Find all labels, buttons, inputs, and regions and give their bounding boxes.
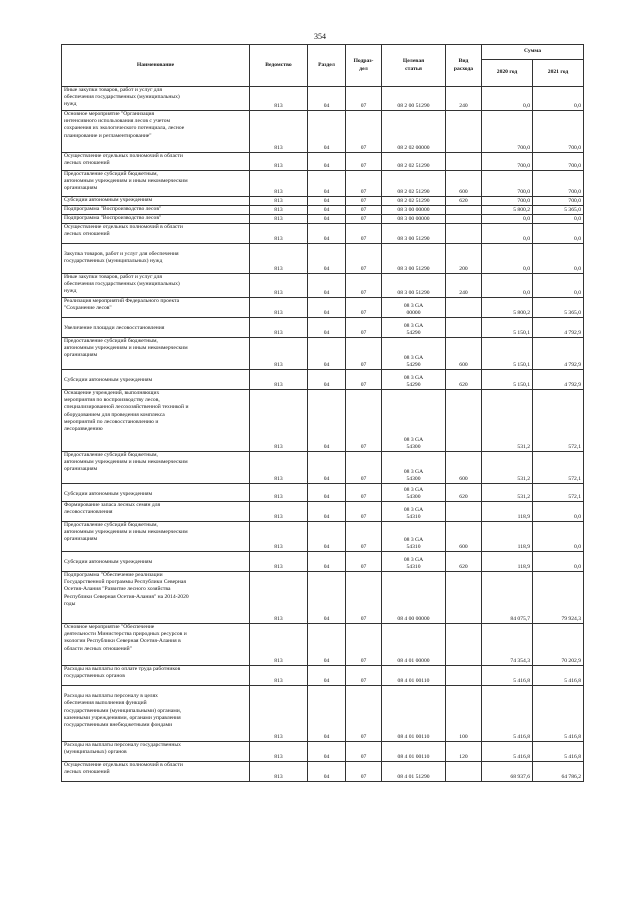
table-row xyxy=(62,298,584,318)
cell-exp-type xyxy=(446,502,482,522)
cell-dept: 813 xyxy=(250,742,308,762)
table-row xyxy=(62,484,584,502)
cell-subsection: 07 xyxy=(346,572,382,624)
cell-section: 04 xyxy=(308,484,346,502)
cell-exp-type xyxy=(446,206,482,215)
header-subsection: Подраз- дел xyxy=(346,45,382,87)
table-row xyxy=(62,197,584,206)
cell-2021: 0,0 xyxy=(533,224,584,244)
cell-2020: 5 150,1 xyxy=(482,370,533,390)
table-row xyxy=(62,742,584,762)
cell-exp-type: 620 xyxy=(446,552,482,572)
header-sum: Сумма xyxy=(482,45,584,60)
cell-name: Иные закупки товаров, работ и услуг для обеспечения государственных (муниципальных) нужд xyxy=(62,87,250,111)
cell-section: 04 xyxy=(308,762,346,782)
cell-subsection: 07 xyxy=(346,762,382,782)
cell-subsection: 07 xyxy=(346,171,382,197)
cell-name: Субсидии автономным учреждениям xyxy=(62,484,250,502)
cell-section: 04 xyxy=(308,224,346,244)
cell-2021: 64 786,2 xyxy=(533,762,584,782)
header-section: Раздел xyxy=(308,45,346,87)
cell-target: 08 4 01 51290 xyxy=(382,762,446,782)
cell-section: 04 xyxy=(308,686,346,742)
cell-exp-type xyxy=(446,224,482,244)
page-number: 354 xyxy=(314,32,326,41)
cell-exp-type: 120 xyxy=(446,742,482,762)
cell-subsection: 07 xyxy=(346,274,382,298)
table-row xyxy=(62,274,584,298)
budget-table xyxy=(61,44,584,782)
cell-2021: 5 416,8 xyxy=(533,666,584,686)
cell-section: 04 xyxy=(308,666,346,686)
cell-name: Осуществление отдельных полномочий в области лесных отношений xyxy=(62,224,250,244)
cell-subsection: 07 xyxy=(346,87,382,111)
cell-section: 04 xyxy=(308,338,346,370)
cell-subsection: 07 xyxy=(346,111,382,153)
cell-target: 08 3 GA 54300 xyxy=(382,452,446,484)
cell-2020: 84 075,7 xyxy=(482,572,533,624)
cell-2020: 531,2 xyxy=(482,452,533,484)
cell-2021: 70 202,9 xyxy=(533,624,584,666)
cell-dept: 813 xyxy=(250,370,308,390)
table-row xyxy=(62,244,584,274)
cell-target: 08 2 02 51290 xyxy=(382,153,446,171)
cell-target: 08 3 GA 54290 xyxy=(382,318,446,338)
cell-target: 08 2 00 51290 xyxy=(382,87,446,111)
cell-exp-type xyxy=(446,390,482,452)
cell-exp-type: 620 xyxy=(446,484,482,502)
cell-target: 08 4 00 00000 xyxy=(382,572,446,624)
cell-dept: 813 xyxy=(250,572,308,624)
cell-2021: 572,1 xyxy=(533,452,584,484)
cell-name: Иные закупки товаров, работ и услуг для обеспечения государственных (муниципальных) нужд xyxy=(62,274,250,298)
cell-exp-type: 600 xyxy=(446,452,482,484)
table-row xyxy=(62,572,584,624)
cell-dept: 813 xyxy=(250,111,308,153)
cell-name: Увеличение площади лесовосстановления xyxy=(62,318,250,338)
cell-section: 04 xyxy=(308,318,346,338)
cell-2020: 5 416,8 xyxy=(482,686,533,742)
cell-2020: 700,0 xyxy=(482,171,533,197)
cell-target: 08 3 GA 54310 xyxy=(382,522,446,552)
cell-section: 04 xyxy=(308,111,346,153)
table-row xyxy=(62,153,584,171)
cell-dept: 813 xyxy=(250,666,308,686)
cell-target: 08 3 00 51290 xyxy=(382,224,446,244)
cell-2021: 0,0 xyxy=(533,552,584,572)
cell-name: Подпрограмма "Обеспечение реализации Государственной программы Республики Северная Осетия-Алания "Развитие лесного хозяйства Республики Северная Осетия-Алания" на 2014-2020 годы xyxy=(62,572,250,624)
cell-exp-type: 100 xyxy=(446,686,482,742)
cell-exp-type xyxy=(446,215,482,224)
table-row xyxy=(62,552,584,572)
table-row xyxy=(62,502,584,522)
cell-subsection: 07 xyxy=(346,522,382,552)
cell-section: 04 xyxy=(308,390,346,452)
table-row xyxy=(62,762,584,782)
cell-subsection: 07 xyxy=(346,624,382,666)
cell-dept: 813 xyxy=(250,197,308,206)
cell-subsection: 07 xyxy=(346,215,382,224)
cell-dept: 813 xyxy=(250,274,308,298)
cell-subsection: 07 xyxy=(346,318,382,338)
header-exp-type: Вид расхода xyxy=(446,45,482,87)
cell-target: 08 4 01 00110 xyxy=(382,686,446,742)
cell-exp-type xyxy=(446,318,482,338)
cell-2021: 0,0 xyxy=(533,274,584,298)
cell-section: 04 xyxy=(308,742,346,762)
cell-target: 08 2 02 51290 xyxy=(382,171,446,197)
cell-dept: 813 xyxy=(250,338,308,370)
cell-target: 08 3 00 51290 xyxy=(382,244,446,274)
cell-subsection: 07 xyxy=(346,502,382,522)
cell-subsection: 07 xyxy=(346,742,382,762)
cell-name: Расходы на выплаты по оплате труда работников государственных органов xyxy=(62,666,250,686)
cell-2020: 0,0 xyxy=(482,224,533,244)
cell-target: 08 3 GA 54310 xyxy=(382,502,446,522)
cell-section: 04 xyxy=(308,244,346,274)
cell-name: Субсидии автономным учреждениям xyxy=(62,197,250,206)
cell-2020: 0,0 xyxy=(482,244,533,274)
cell-name: Подпрограмма "Воспроизводство лесов" xyxy=(62,206,250,215)
cell-2021: 5 416,8 xyxy=(533,686,584,742)
cell-2020: 5 416,8 xyxy=(482,666,533,686)
cell-2020: 5 800,2 xyxy=(482,206,533,215)
cell-exp-type xyxy=(446,111,482,153)
cell-section: 04 xyxy=(308,153,346,171)
cell-target: 08 3 00 51290 xyxy=(382,274,446,298)
cell-subsection: 07 xyxy=(346,298,382,318)
cell-dept: 813 xyxy=(250,318,308,338)
cell-exp-type: 240 xyxy=(446,87,482,111)
cell-2021: 572,1 xyxy=(533,484,584,502)
table-row xyxy=(62,686,584,742)
cell-target: 08 4 01 00110 xyxy=(382,742,446,762)
cell-dept: 813 xyxy=(250,686,308,742)
cell-section: 04 xyxy=(308,298,346,318)
cell-subsection: 07 xyxy=(346,452,382,484)
cell-2020: 0,0 xyxy=(482,87,533,111)
table-row xyxy=(62,87,584,111)
cell-2021: 0,0 xyxy=(533,244,584,274)
cell-name: Реализация мероприятий Федерального проекта "Сохранение лесов" xyxy=(62,298,250,318)
cell-dept: 813 xyxy=(250,552,308,572)
cell-section: 04 xyxy=(308,522,346,552)
cell-exp-type xyxy=(446,572,482,624)
cell-exp-type xyxy=(446,153,482,171)
header-2021: 2021 год xyxy=(533,60,584,87)
cell-subsection: 07 xyxy=(346,244,382,274)
cell-2020: 118,9 xyxy=(482,552,533,572)
cell-section: 04 xyxy=(308,572,346,624)
cell-exp-type xyxy=(446,624,482,666)
cell-section: 04 xyxy=(308,87,346,111)
cell-name: Субсидии автономным учреждениям xyxy=(62,552,250,572)
table-body xyxy=(62,87,584,782)
table-row xyxy=(62,206,584,215)
cell-target: 08 3 00 00000 xyxy=(382,215,446,224)
cell-name: Расходы на выплаты персоналу в целях обеспечения выполнения функций государственными (муниципальными) органами, казенными учреждениями, органами управления государственными внебюджетными фондами xyxy=(62,686,250,742)
cell-target: 08 3 GA 54300 xyxy=(382,484,446,502)
cell-2020: 74 354,3 xyxy=(482,624,533,666)
cell-name: Предоставление субсидий бюджетным, автономным учреждениям и иным некоммерческим организациям xyxy=(62,171,250,197)
cell-target: 08 3 GA 54300 xyxy=(382,390,446,452)
cell-dept: 813 xyxy=(250,484,308,502)
cell-subsection: 07 xyxy=(346,686,382,742)
header-name: Наименование xyxy=(62,45,250,87)
cell-target: 08 3 GA 54310 xyxy=(382,552,446,572)
cell-dept: 813 xyxy=(250,762,308,782)
header-dept: Ведомство xyxy=(250,45,308,87)
cell-2021: 79 924,3 xyxy=(533,572,584,624)
cell-name: Основное мероприятие "Обеспечение деятельности Министерства природных ресурсов и экологии Республики Северная Осетия-Алания в области лесных отношений" xyxy=(62,624,250,666)
table-row xyxy=(62,370,584,390)
cell-section: 04 xyxy=(308,197,346,206)
cell-2020: 700,0 xyxy=(482,197,533,206)
table-row xyxy=(62,224,584,244)
cell-section: 04 xyxy=(308,552,346,572)
table-row xyxy=(62,318,584,338)
header-2020: 2020 год xyxy=(482,60,533,87)
cell-name: Предоставление субсидий бюджетным, автономным учреждениям и иным некоммерческим организациям xyxy=(62,452,250,484)
cell-2020: 5 150,1 xyxy=(482,318,533,338)
table-row xyxy=(62,666,584,686)
cell-name: Подпрограмма "Воспроизводство лесов" xyxy=(62,215,250,224)
cell-2020: 118,9 xyxy=(482,502,533,522)
cell-target: 08 4 01 00000 xyxy=(382,624,446,666)
cell-exp-type: 620 xyxy=(446,197,482,206)
cell-2021: 0,0 xyxy=(533,87,584,111)
cell-exp-type: 600 xyxy=(446,171,482,197)
cell-name: Расходы на выплаты персоналу государственных (муниципальных) органов xyxy=(62,742,250,762)
cell-exp-type xyxy=(446,666,482,686)
cell-dept: 813 xyxy=(250,244,308,274)
cell-2021: 4 792,9 xyxy=(533,370,584,390)
table-row xyxy=(62,111,584,153)
cell-dept: 813 xyxy=(250,224,308,244)
cell-dept: 813 xyxy=(250,206,308,215)
cell-dept: 813 xyxy=(250,452,308,484)
cell-2021: 572,1 xyxy=(533,390,584,452)
cell-2021: 0,0 xyxy=(533,215,584,224)
cell-2020: 68 937,6 xyxy=(482,762,533,782)
cell-2020: 531,2 xyxy=(482,484,533,502)
cell-dept: 813 xyxy=(250,171,308,197)
cell-dept: 813 xyxy=(250,215,308,224)
cell-exp-type xyxy=(446,298,482,318)
cell-section: 04 xyxy=(308,274,346,298)
cell-name: Оснащение учреждений, выполняющих мероприятия по воспроизводству лесов, специализированной лесохозяйственной техникой и оборудованием для проведения комплекса мероприятий по лесовосстановлению и лесоразведению xyxy=(62,390,250,452)
cell-target: 08 3 GA 54290 xyxy=(382,370,446,390)
cell-subsection: 07 xyxy=(346,666,382,686)
cell-target: 08 2 02 51290 xyxy=(382,197,446,206)
cell-subsection: 07 xyxy=(346,197,382,206)
header-target: Целевая статья xyxy=(382,45,446,87)
cell-section: 04 xyxy=(308,502,346,522)
cell-dept: 813 xyxy=(250,298,308,318)
cell-section: 04 xyxy=(308,452,346,484)
cell-name: Формирование запаса лесных семян для лесовосстановления xyxy=(62,502,250,522)
cell-exp-type: 600 xyxy=(446,338,482,370)
cell-subsection: 07 xyxy=(346,370,382,390)
cell-exp-type: 600 xyxy=(446,522,482,552)
cell-section: 04 xyxy=(308,624,346,666)
cell-2020: 0,0 xyxy=(482,215,533,224)
cell-2021: 700,0 xyxy=(533,111,584,153)
table-row xyxy=(62,452,584,484)
cell-exp-type: 620 xyxy=(446,370,482,390)
cell-dept: 813 xyxy=(250,390,308,452)
cell-2021: 5 365,0 xyxy=(533,206,584,215)
cell-subsection: 07 xyxy=(346,153,382,171)
cell-2021: 5 416,8 xyxy=(533,742,584,762)
cell-exp-type: 240 xyxy=(446,274,482,298)
table-row xyxy=(62,522,584,552)
cell-dept: 813 xyxy=(250,624,308,666)
cell-2021: 4 792,9 xyxy=(533,318,584,338)
table-row xyxy=(62,171,584,197)
cell-subsection: 07 xyxy=(346,390,382,452)
cell-subsection: 07 xyxy=(346,224,382,244)
cell-target: 08 4 01 00110 xyxy=(382,666,446,686)
cell-name: Предоставление субсидий бюджетным, автономным учреждениям и иным некоммерческим организациям xyxy=(62,522,250,552)
cell-subsection: 07 xyxy=(346,484,382,502)
cell-2020: 0,0 xyxy=(482,274,533,298)
cell-target: 08 3 GA 54290 xyxy=(382,338,446,370)
cell-2021: 700,0 xyxy=(533,197,584,206)
cell-2020: 5 150,1 xyxy=(482,338,533,370)
cell-dept: 813 xyxy=(250,502,308,522)
cell-subsection: 07 xyxy=(346,206,382,215)
cell-name: Закупка товаров, работ и услуг для обеспечения государственных (муниципальных) нужд xyxy=(62,244,250,274)
cell-2020: 700,0 xyxy=(482,153,533,171)
cell-2021: 0,0 xyxy=(533,522,584,552)
table-row xyxy=(62,624,584,666)
cell-name: Субсидии автономным учреждениям xyxy=(62,370,250,390)
cell-2021: 4 792,9 xyxy=(533,338,584,370)
cell-dept: 813 xyxy=(250,87,308,111)
cell-name: Осуществление отдельных полномочий в области лесных отношений xyxy=(62,762,250,782)
cell-dept: 813 xyxy=(250,522,308,552)
table-row xyxy=(62,390,584,452)
cell-subsection: 07 xyxy=(346,552,382,572)
cell-exp-type: 200 xyxy=(446,244,482,274)
cell-target: 08 2 02 00000 xyxy=(382,111,446,153)
cell-target: 08 3 00 00000 xyxy=(382,206,446,215)
cell-subsection: 07 xyxy=(346,338,382,370)
cell-2021: 0,0 xyxy=(533,502,584,522)
cell-section: 04 xyxy=(308,215,346,224)
cell-name: Основное мероприятие "Организация интенсивного использования лесов с учетом сохранения их экологического потенциала, лесное планирование и регламентирование" xyxy=(62,111,250,153)
cell-target: 08 3 GA 00000 xyxy=(382,298,446,318)
cell-section: 04 xyxy=(308,171,346,197)
cell-name: Предоставление субсидий бюджетным, автономным учреждениям и иным некоммерческим организациям xyxy=(62,338,250,370)
cell-2020: 5 416,8 xyxy=(482,742,533,762)
cell-2020: 5 800,2 xyxy=(482,298,533,318)
cell-section: 04 xyxy=(308,206,346,215)
cell-2021: 700,0 xyxy=(533,171,584,197)
cell-2020: 700,0 xyxy=(482,111,533,153)
cell-dept: 813 xyxy=(250,153,308,171)
cell-2020: 118,9 xyxy=(482,522,533,552)
cell-2020: 531,2 xyxy=(482,390,533,452)
table-row xyxy=(62,215,584,224)
cell-2021: 5 365,0 xyxy=(533,298,584,318)
cell-2021: 700,0 xyxy=(533,153,584,171)
table-row xyxy=(62,338,584,370)
cell-section: 04 xyxy=(308,370,346,390)
cell-name: Осуществление отдельных полномочий в области лесных отношений xyxy=(62,153,250,171)
cell-exp-type xyxy=(446,762,482,782)
